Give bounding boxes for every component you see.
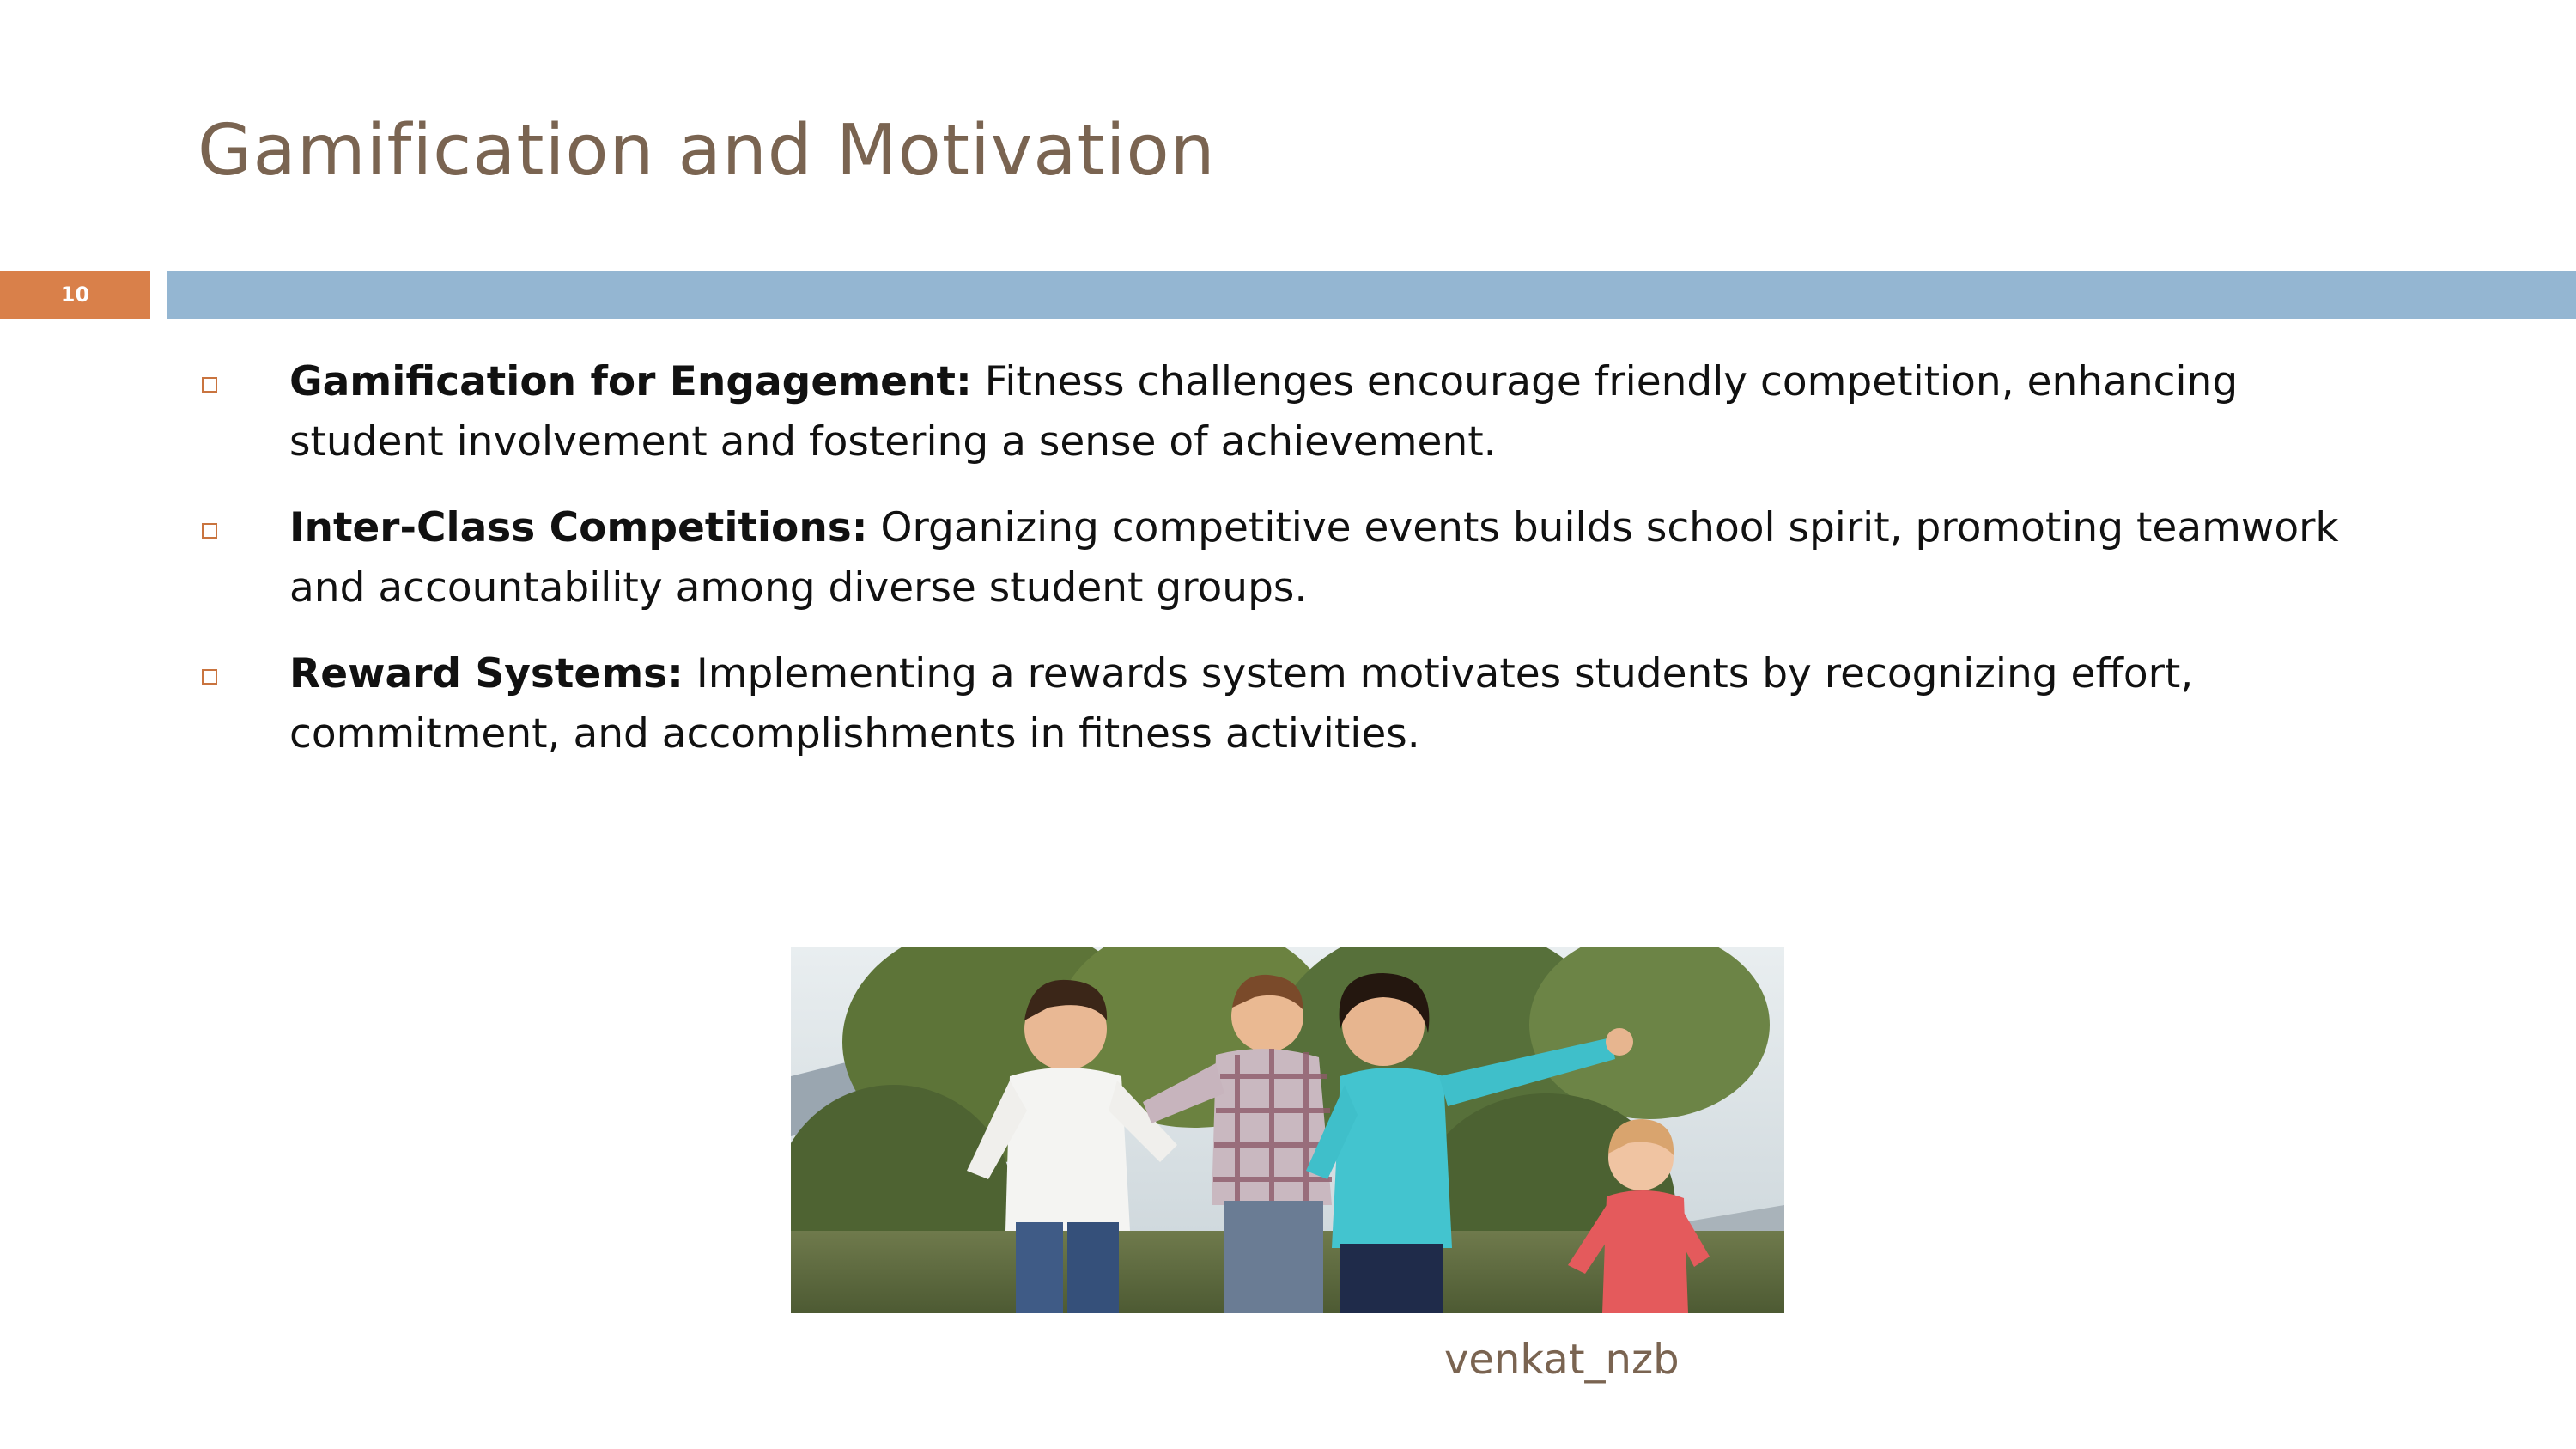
bullet-text: Organizing competitive events builds school spirit, promoting teamwork and accountability among diverse student groups. xyxy=(289,504,2339,612)
bullet-text: Fitness challenges encourage friendly competition, enhancing student involvement and fostering a sense of achievement. xyxy=(289,358,2239,466)
author-credit: venkat_nzb xyxy=(1444,1336,1680,1384)
bullet-item xyxy=(197,352,2396,472)
slide-number-text: 10 xyxy=(60,283,90,307)
bullet-list xyxy=(197,352,2396,790)
bullet-text: Implementing a rewards system motivates students by recognizing effort, commitment, and accomplishments in fitness activities. xyxy=(289,650,2194,758)
bullet-heading: Reward Systems: xyxy=(289,650,683,697)
title-divider-bar xyxy=(167,271,2576,319)
children-running-photo xyxy=(791,947,1784,1313)
bullet-heading: Inter-Class Competitions: xyxy=(289,504,868,551)
bullet-heading: Gamification for Engagement: xyxy=(289,358,972,405)
square-bullet-icon xyxy=(202,523,217,539)
square-bullet-icon xyxy=(202,377,217,393)
bullet-item xyxy=(197,498,2396,618)
slide-number xyxy=(0,271,150,319)
square-bullet-icon xyxy=(202,669,217,685)
bullet-item xyxy=(197,644,2396,764)
slide-title: Gamification and Motivation xyxy=(197,110,1216,192)
